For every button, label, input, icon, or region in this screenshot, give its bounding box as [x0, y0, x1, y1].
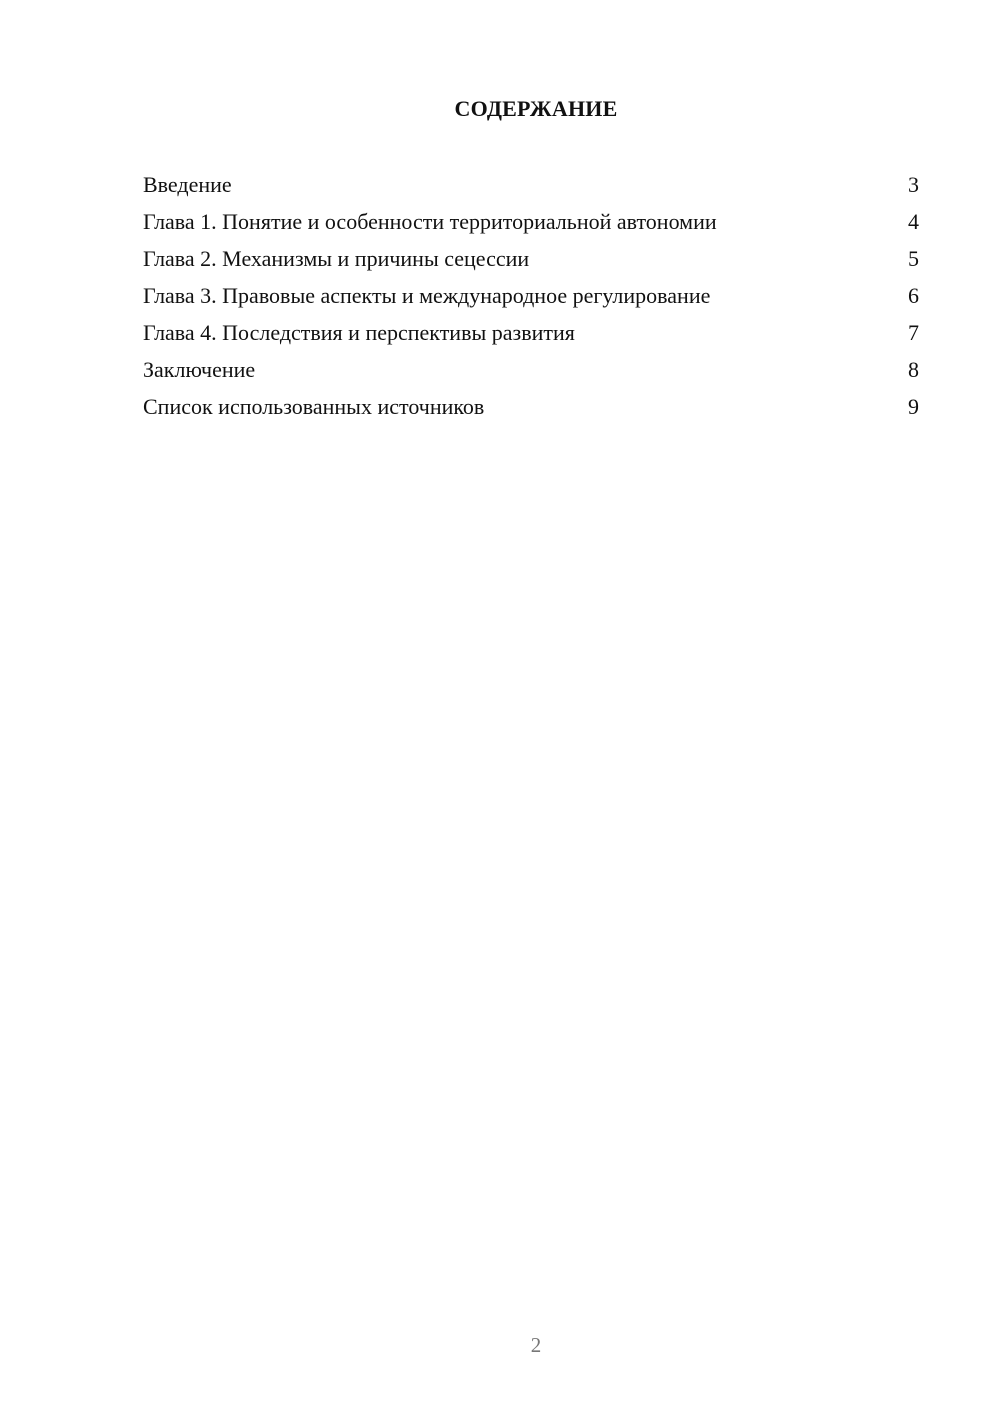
page-title: СОДЕРЖАНИЕ: [454, 96, 618, 121]
toc-item-chapter-2: [143, 244, 919, 281]
toc-item-chapter-4: [143, 318, 919, 355]
toc-item-label: Введение: [143, 172, 232, 197]
toc-item-page-number: 6: [908, 283, 919, 308]
toc-item-label: Глава 3. Правовые аспекты и международное регулирование: [143, 283, 711, 308]
toc-item-chapter-1: [143, 207, 919, 244]
toc-item-chapter-3: [143, 281, 919, 318]
toc-item-introduction: [143, 170, 919, 207]
toc-item-page-number: 8: [908, 357, 919, 382]
toc-item-label: Глава 2. Механизмы и причины сецессии: [143, 246, 530, 271]
toc-item-label: Список использованных источников: [143, 394, 485, 419]
toc-item-page-number: 3: [908, 172, 919, 197]
toc-item-page-number: 9: [908, 394, 919, 419]
toc-item-page-number: 4: [908, 209, 919, 234]
table-of-contents: [143, 170, 919, 429]
toc-item-page-number: 7: [908, 320, 919, 345]
toc-item-label: Глава 4. Последствия и перспективы развития: [143, 320, 575, 345]
toc-item-label: Глава 1. Понятие и особенности территориальной автономии: [143, 209, 717, 234]
toc-item-conclusion: [143, 355, 919, 392]
toc-item-label: Заключение: [143, 357, 256, 382]
toc-item-page-number: 5: [908, 246, 919, 271]
toc-item-references: [143, 392, 919, 429]
page-number: 2: [530, 1333, 542, 1357]
